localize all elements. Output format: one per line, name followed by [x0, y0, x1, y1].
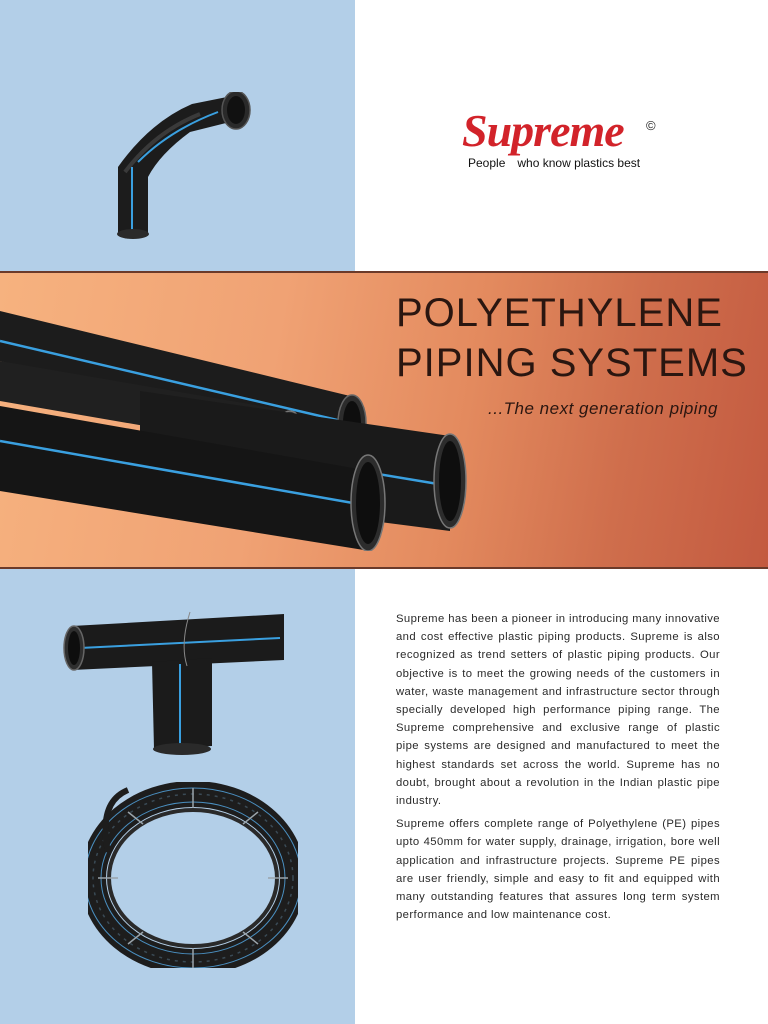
tagline-part-2: who know plastics best [517, 156, 641, 170]
title-line-2: PIPING SYSTEMS [396, 341, 748, 385]
page-subtitle: ...The next generation piping [488, 399, 718, 418]
body-text [396, 610, 720, 929]
tee-fitting-image [62, 604, 294, 756]
body-paragraph-2: Supreme offers complete range of Polyethylene (PE) pipes upto 450mm for water supply, drainage, irrigation, bore well application and infrastructure projects. Supreme PE pipes are user friendly, simple and easy to fit and equipped with many outstanding features that assures long term system performance and low maintenance cost. [396, 818, 720, 922]
coiled-pipe-image [88, 782, 298, 968]
logo-wordmark: Supreme [462, 105, 624, 156]
elbow-fitting-image [100, 92, 260, 244]
page-title [396, 288, 756, 388]
copyright-mark: © [646, 118, 656, 133]
title-line-1: POLYETHYLENE [396, 291, 723, 335]
tagline-part-1: People [468, 156, 506, 170]
body-paragraph-1: Supreme has been a pioneer in introducing many innovative and cost effective plastic piping products. Supreme is also recognized as trend setters of plastic piping products. Our objective is to meet the growing needs of the customers in water, waste management and infrastructure sector through specially developed high performance piping range. The Supreme comprehensive and exclusive range of plastic pipe systems are designed and manufactured to meet the highest standards set across the world. Supreme has no doubt, brought about a revolution in the Indian plastic pipe industry. [396, 613, 720, 808]
logo-tagline [468, 156, 640, 170]
